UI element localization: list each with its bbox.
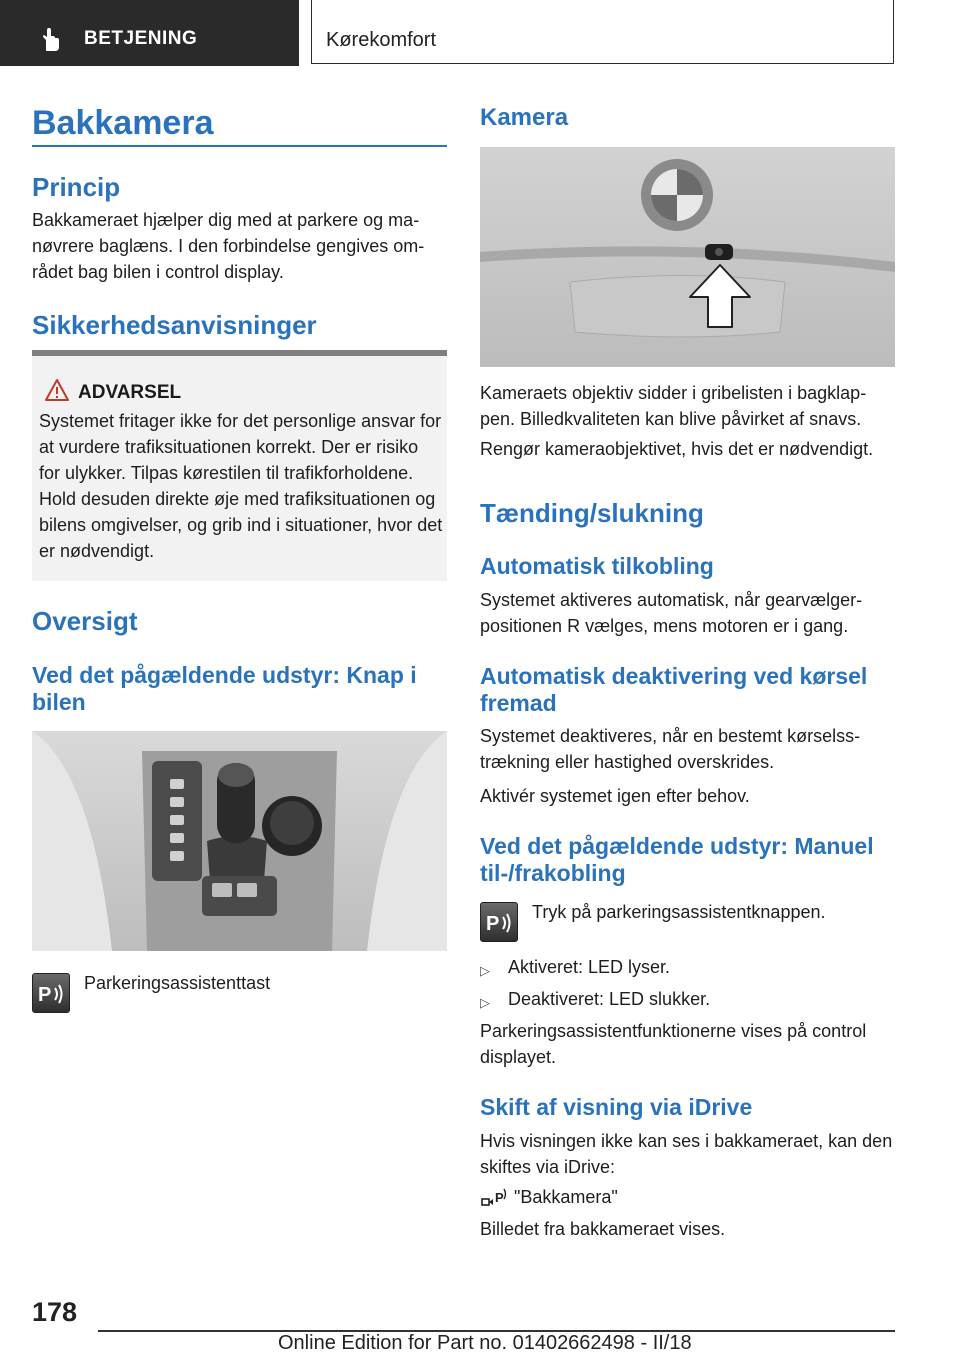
warning-triangle-icon <box>44 378 70 402</box>
page-title: Bakkamera <box>32 104 214 142</box>
section-tab <box>0 0 299 66</box>
safety-heading: Sikkerhedsanvisninger <box>32 310 317 340</box>
equipment-heading: Ved det pågældende udstyr: Knap i bilen <box>32 662 417 715</box>
bullet-triangle-icon: ▷ <box>480 995 490 1010</box>
svg-text:P: P <box>486 913 500 935</box>
warning-title: ADVARSEL <box>78 382 182 403</box>
page-number: 178 <box>32 1297 78 1327</box>
parking-assist-button-icon <box>32 973 70 1013</box>
idrive-heading: Skift af visning via iDrive <box>480 1094 753 1120</box>
svg-text:P: P <box>495 1190 504 1205</box>
hand-pointer-icon <box>38 27 64 53</box>
title-rule <box>32 145 447 147</box>
manual-heading: Ved det pågældende udstyr: Manuel til-/frakobling <box>480 833 874 886</box>
chapter-label: Kørekomfort <box>326 29 437 51</box>
auto-off-text-1: Systemet deaktiveres, når en bestemt kørselsstrækning eller hastighed overskrides. <box>480 726 861 772</box>
bullet-triangle-icon: ▷ <box>480 963 490 978</box>
center-console-image <box>32 731 447 951</box>
auto-off-text-2: Aktivér systemet igen efter behov. <box>480 786 750 806</box>
functions-text: Parkeringsassistentfunktionerne vises på control displayet. <box>480 1021 867 1067</box>
manual-text: Tryk på parkeringsassistentknappen. <box>532 902 826 922</box>
parking-camera-menu-icon <box>480 1186 510 1210</box>
edition-text: Online Edition for Part no. 01402662498 - II/18 <box>278 1332 692 1354</box>
princip-text: Bakkameraet hjælper dig med at parkere og manøvrere baglæns. I den forbindelse gengives området bag bilen i control display. <box>32 210 425 282</box>
oversigt-heading: Oversigt <box>32 606 138 636</box>
result-text: Billedet fra bakkameraet vises. <box>480 1219 726 1239</box>
menu-label: "Bakkamera" <box>514 1187 618 1207</box>
auto-off-heading: Automatisk deaktivering ved kørsel fremad <box>480 663 868 716</box>
button-caption: Parkeringsassistenttast <box>84 973 271 993</box>
parking-assist-button-icon-2 <box>480 902 518 942</box>
chapter-tab <box>311 0 894 64</box>
toggle-heading: Tænding/slukning <box>480 498 704 528</box>
svg-text:P: P <box>38 984 52 1006</box>
idrive-text: Hvis visningen ikke kan ses i bakkameraet, kan den skiftes via iDrive: <box>480 1131 893 1177</box>
list-item: ▷ Aktiveret: LED lyser. <box>480 954 895 980</box>
camera-text-2: Rengør kameraobjektivet, hvis det er nødvendigt. <box>480 439 874 459</box>
camera-text-1: Kameraets objektiv sidder i gribelisten i bagklappen. Billedkvaliteten kan blive påvirket af snavs. <box>480 383 867 429</box>
warning-box <box>32 350 447 581</box>
rear-camera-image <box>480 147 895 367</box>
section-label: BETJENING <box>84 28 198 49</box>
warning-text: Systemet fritager ikke for det personlige ansvar for at vurdere trafiksituationen korrekt. Der er risiko for ulykker. Tilpas kørestilen til trafikforholdene. Hold desuden direkte øje med trafiksituationen og bilens omgivelser, og grib ind i situationer, hvor det er nødvendigt. <box>39 411 443 561</box>
auto-on-text: Systemet aktiveres automatisk, når gearvælgerpositionen R vælges, mens motoren er i gang. <box>480 590 863 636</box>
list-item: ▷ Deaktiveret: LED slukker. <box>480 986 895 1012</box>
auto-on-heading: Automatisk tilkobling <box>480 553 714 579</box>
princip-heading: Princip <box>32 172 121 202</box>
camera-heading: Kamera <box>480 104 569 131</box>
